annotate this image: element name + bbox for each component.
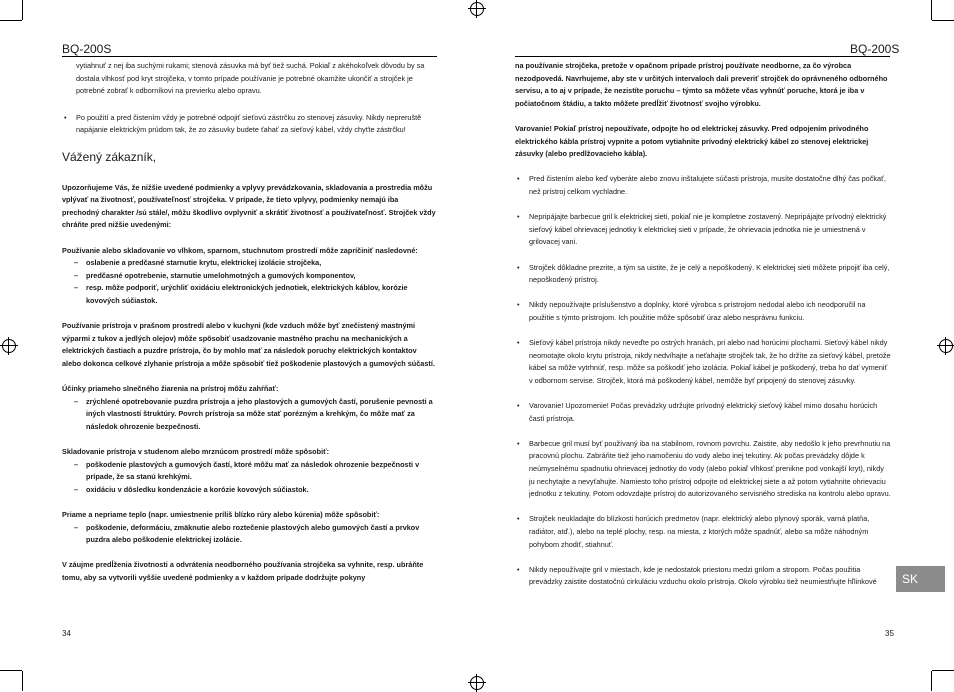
list-item: – resp. môže podporiť, urýchliť oxidáciu elektronických jednotiek, elektrických káblov, korózie kovových súčiastok. (62, 282, 437, 307)
right-page (477, 0, 954, 691)
header-rule (515, 56, 890, 57)
humidity-section (62, 245, 437, 308)
heat-section (62, 509, 437, 547)
left-page (0, 0, 477, 691)
section-heading: Vážený zákazník, (62, 149, 157, 164)
section-title: Účinky priameho slnečného žiarenia na prístroj môžu zahŕňať: (62, 384, 279, 394)
bullet-item: • Nikdy nepoužívajte gril v miestach, kde je nedostatok priestoru medzi grilom a stropom. Počas použitia prevádzky zaistite dostatočnú cirkuláciu vzduchu okolo prístroja. Okolo výrobku tiež neumiestňujte hľlinkové (515, 564, 891, 589)
language-tab: SK (896, 566, 945, 592)
model-header: BQ-200S (62, 42, 112, 56)
bullet-item: • Pred čistením alebo keď vyberáte alebo znovu inštalujete súčasti prístroja, musíte dostatočne dlhý čas počkať, než prístroj celkom vychladne. (515, 173, 891, 198)
closing-paragraph: V záujme predĺženia životnosti a odvrátenia neodborného používania strojčeka sa vyhnite, resp. ubráňte tomu, aby sa vytvorili vyššie uvedené podmienky a v každom prípade dodržujte pokyny (62, 560, 424, 582)
left-text-column (62, 60, 437, 597)
paragraph: na používanie strojčeka, pretože v opačnom prípade prístroj používate neodborne, za čo výrobca nezodpovedá. Navrhujeme, aby ste v určitých intervaloch dali preveriť strojček do oprávneného odborného servisu, a to aj v prípade, že nezistíte poruchu – týmto sa môžete včas vyhnúť poruche, ktorá je iba v počiatočnom štádiu, a takto môžete predĺžiť životnosť svojho výrobku. (515, 61, 888, 108)
section-title: Priame a nepriame teplo (napr. umiestnenie príliš blízko rúry alebo kúrenia) môže spôsobiť: (62, 510, 380, 519)
intro-paragraph: Upozorňujeme Vás, že nižšie uvedené podmienky a vplyvy prevádzkovania, skladovania a prostredia môžu vplývať na životnosť, používateľnosť strojčeka. V prípade, že tieto vplyvy, podmienky nemajú iba prechodný charakter /sú stále/, môžu škodlivo ovplyvniť a skrátiť životnosť a používateľnosť. Strojček vždy chráňte pred nižšie uvedenými: (62, 182, 436, 230)
bullet-item: • Nikdy nepoužívajte príslušenstvo a doplnky, ktoré výrobca s prístrojom nedodal alebo ich neodporučil na použitie s týmto prístrojom. Ich použitie môže spôsobiť úraz alebo nesprávnu funkciu. (515, 299, 891, 324)
list-item: – oxidáciu v dôsledku kondenzácie a korózie kovových súčiastok. (62, 484, 437, 497)
cold-section (62, 446, 437, 496)
page-number: 35 (885, 629, 894, 638)
dust-paragraph: Používanie prístroja v prašnom prostredí alebo v kuchyni (kde vzduch môže byť znečistený mastnými výparmi z tukov a jedlých olejov) môže spôsobiť usadzovanie mastného prachu na mechanických a elektrických častiach a puzdre prístroja, čo by mohlo mať za následok poruchy elektrických kontaktov alebo dokonca celkové zlyhanie prístroja a môže spôsobiť tiež poškodenie plastových a gumových súčastí. (62, 321, 435, 368)
registration-mark-icon (2, 339, 16, 353)
crop-mark (931, 0, 932, 20)
bullet-item: • Sieťový kábel prístroja nikdy neveďte po ostrých hranách, pri alebo nad horúcimi plochami. Sieťový kábel nikdy neomotajte okolo krytu prístroja, nikdy nedvíhajte a neťahajte strojček tak, že ho držíte za sieťový kábel, pretože kábel sa môže vytrhnúť, resp. môže sa poškodiť jeho izolácia. Pokiaľ kábel je poškodený, treba ho dať vymeniť v odbornom servise. Strojček, ktorá má poškodený kábel, nemôže byť pripojený do stenovej zásuvky. (515, 337, 891, 387)
crop-mark (932, 670, 954, 671)
list-item: – poškodenie plastových a gumových častí, ktoré môžu mať za následok ohrozenie bezpečnosti v prípade, že sa stanú krehkými. (62, 459, 437, 484)
bullet-item: • Strojček neukladajte do blízkosti horúcich predmetov (napr. elektrický alebo plynový sporák, varná platňa, radiátor, atď.), alebo na teplé plochy, resp. na miesta, z ktorých môže spadnúť, alebo sa môže náhodným pohybom zhodiť, stiahnuť. (515, 513, 891, 551)
header-rule (62, 56, 437, 57)
list-item: – oslabenie a predčasné starnutie krytu, elektrickej izolácie strojčeka, (62, 257, 437, 270)
sunlight-section (62, 383, 437, 433)
paragraph: vytiahnuť z nej iba suchými rukami; stenová zásuvka má byť tiež suchá. Pokiaľ z akéhokoľvek dôvodu by sa dostala vlhkosť pod kryt strojčeka, v tomto prípade používanie je potrebné okamžite ukončiť a strojček je potrebné zobrať k odborníkovi na previerku alebo opravu. (76, 61, 425, 96)
list-item: – zrýchlené opotrebovanie puzdra prístroja a jeho plastových a gumových častí, porušenie pevnosti a iných vlastností štruktúry. Povrch prístroja sa môže stať porézným a krehkým, čo môže mať za následok ohrozenie bezpečnosti. (62, 396, 437, 434)
list-item: – poškodenie, deformáciu, zmäknutie alebo roztečenie plastových alebo gumových častí a prvkov puzdra alebo poškodenie elektrickej izolácie. (62, 522, 437, 547)
page-number: 34 (62, 629, 71, 638)
bullet-item: • Nepripájajte barbecue gril k elektrickej sieti, pokiaľ nie je kompletne zostavený. Nepripájajte prívodný elektrický sieťový kábel ohrievacej jednotky k elektrickej sieti v prípade, že ohrievacia jednotka nie je umiestnená v grilovacej vani. (515, 211, 891, 249)
crop-mark (22, 0, 23, 20)
warning-paragraph: Varovanie! Pokiaľ prístroj nepoužívate, odpojte ho od elektrickej zásuvky. Pred odpojením prívodného elektrického kábla prístroj vypnite a potom vytiahnite prívodný elektrický kábel zo stenovej elektrickej zásuvky (alebo predlžovacieho kábla). (515, 123, 869, 159)
right-text-column (515, 60, 891, 602)
list-item: – predčasné opotrebenie, starnutie umelohmotných a gumových komponentov, (62, 270, 437, 283)
bullet-item: • Strojček dôkladne prezrite, a tým sa uistite, že je celý a nepoškodený. K elektrickej sieti môžete pripojiť iba celý, nepoškodený prístroj. (515, 262, 891, 287)
model-header: BQ-200S (850, 42, 900, 56)
crop-mark (932, 20, 954, 21)
crop-mark (22, 671, 23, 691)
section-title: Používanie alebo skladovanie vo vlhkom, sparnom, stuchnutom prostredí môže zapríčiniť nasledovné: (62, 245, 418, 255)
bullet-item: • Po použití a pred čistením vždy je potrebné odpojiť sieťovú zástrčku zo stenovej zásuvky. Nikdy nepreruště napájanie elektrickým prúdom tak, že zo zásuvky budete ťahať za sieťový kábel, vždy chyťte zástrčku! (62, 112, 437, 137)
bullet-item: • Barbecue gril musí byť používaný iba na stabilnom, rovnom povrchu. Zaistite, aby nedošlo k jeho prevrhnutiu na pracovnú plochu. Zabráňte tiež jeho namočeniu do vody alebo inej tekutiny. Ak počas prevádzky dôjde k neúmyselnému spadnutiu ohrievacej jednotky do vody (alebo pokiaľ vlhkosť prenikne pod vonkajší kryt), nikdy ju nechytajte a nevyťahujte. Namiesto toho prístroj odpojte od elektrickej siete a až potom vytiahnite ohrievaciu jednotku z tekutiny. Potom odovzdajte prístroj do autorizovaného servisného strediska na kontrolu alebo opravu. (515, 438, 891, 501)
registration-mark-icon (939, 339, 953, 353)
crop-mark (0, 20, 22, 21)
bullet-item: • Varovanie! Upozornenie! Počas prevádzky udržujte prívodný elektrický sieťový kábel mimo dosahu horúcich častí prístroja. (515, 400, 891, 425)
crop-mark (931, 671, 932, 691)
crop-mark (0, 670, 22, 671)
section-title: Skladovanie prístroja v studenom alebo mrznúcom prostredí môže spôsobiť: (62, 447, 330, 457)
